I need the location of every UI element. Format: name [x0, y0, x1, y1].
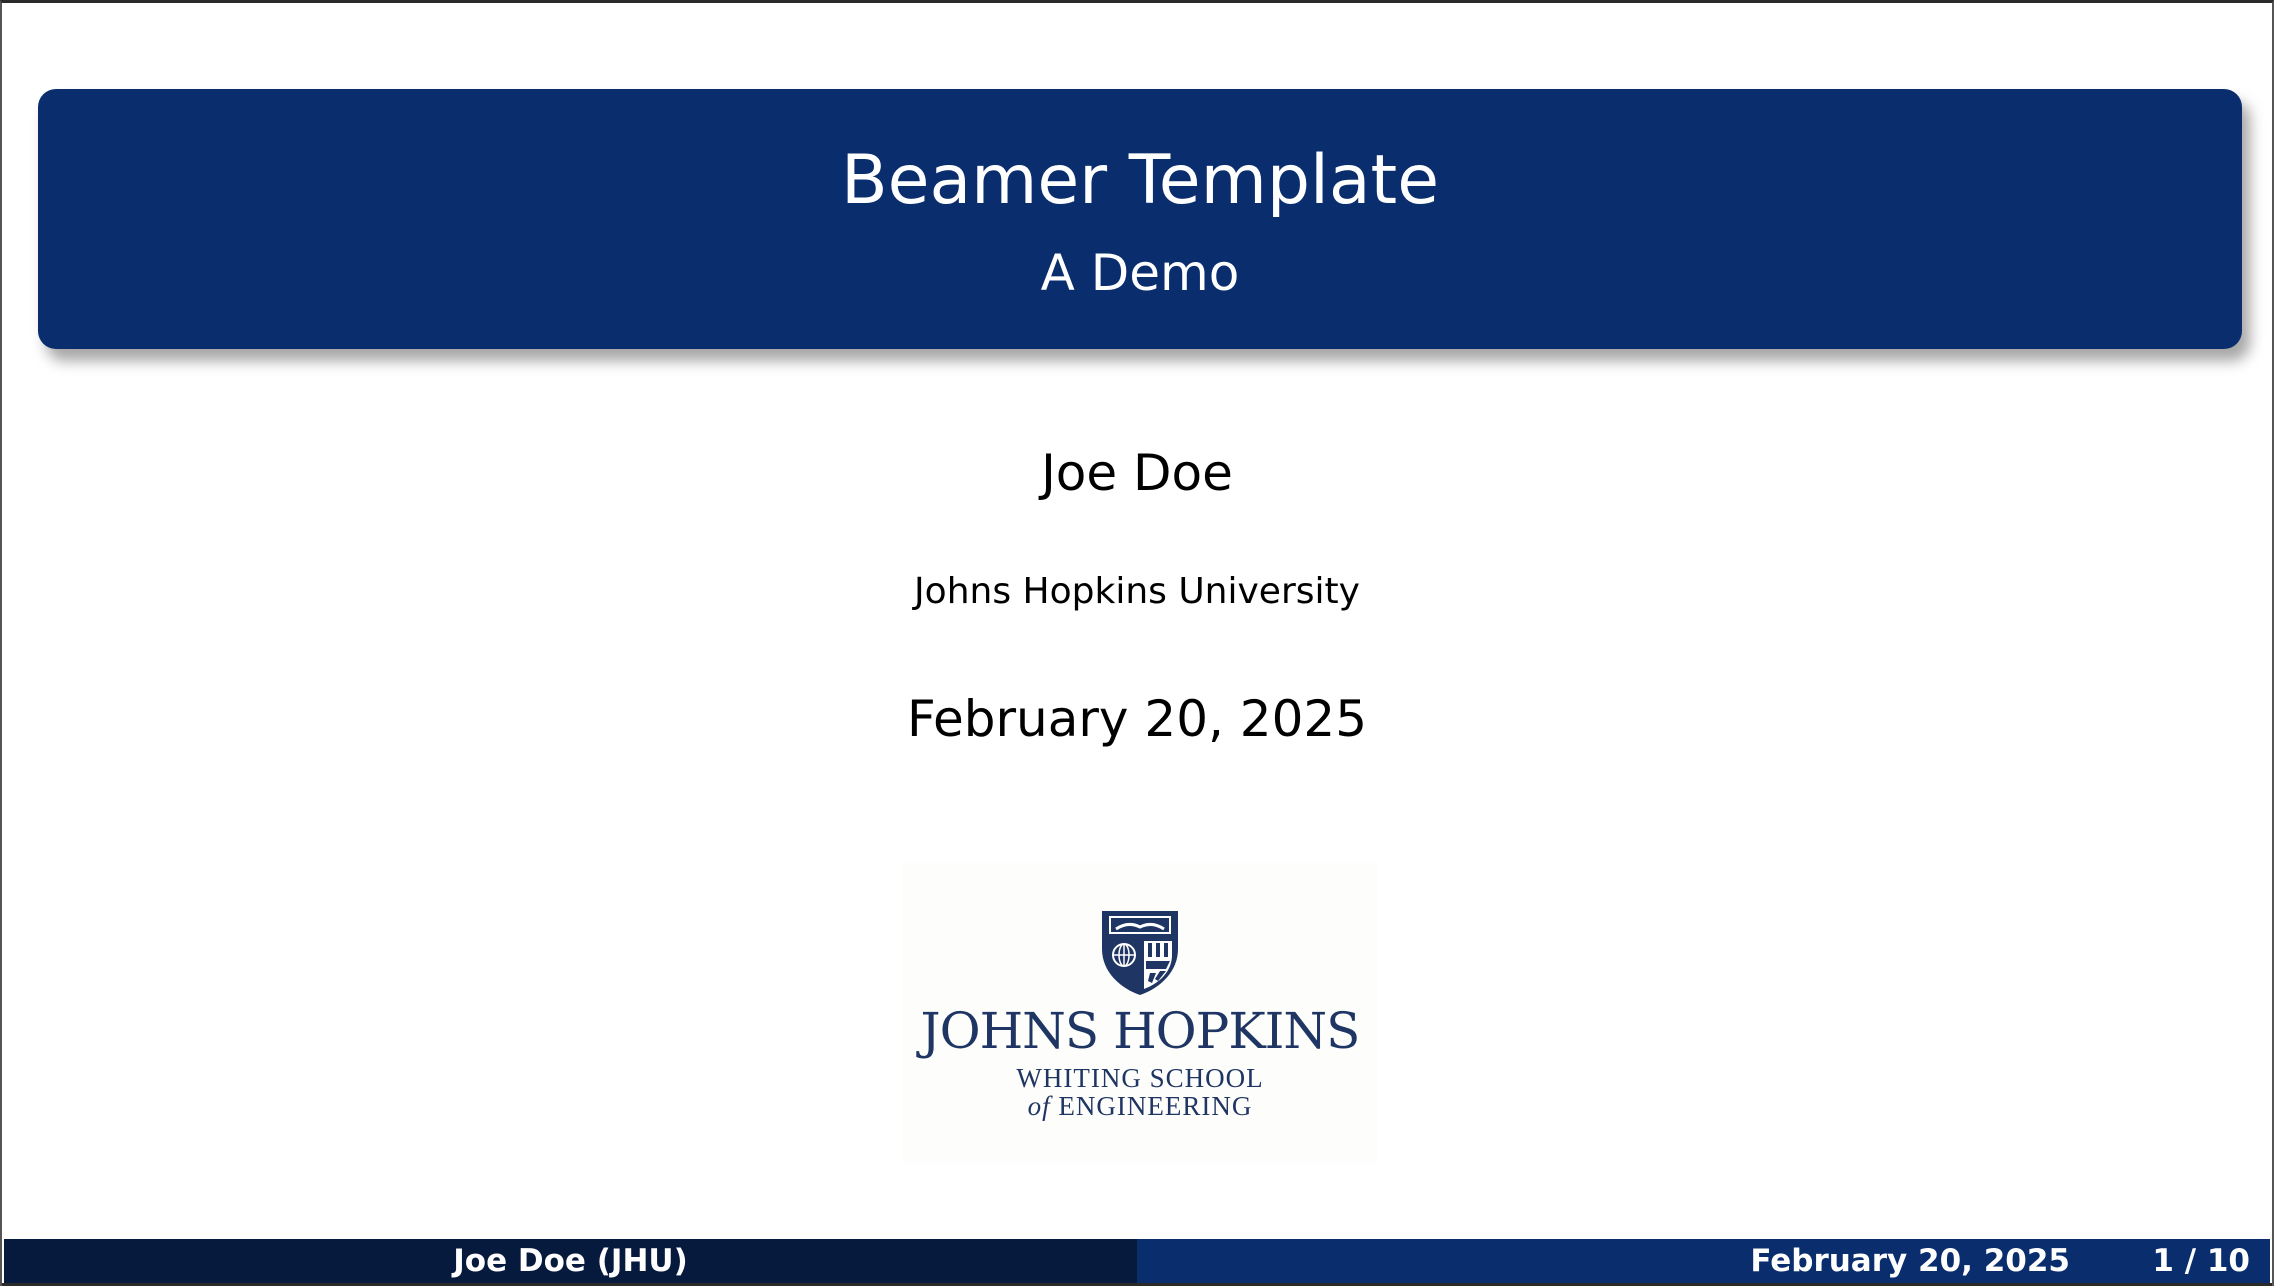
slide-title: Beamer Template — [840, 141, 1440, 220]
logo-engineering: ENGINEERING — [1058, 1091, 1253, 1121]
footer-author: Joe Doe (JHU) — [4, 1239, 1137, 1283]
footer-bar — [4, 1239, 2270, 1283]
author-name: Joe Doe — [1041, 444, 1233, 502]
logo-of: of — [1027, 1091, 1051, 1121]
footer-date: February 20, 2025 — [1750, 1243, 2070, 1279]
logo-school-line1: WHITING SCHOOL — [1016, 1063, 1264, 1093]
footer-right — [1137, 1239, 2270, 1283]
shield-icon — [1100, 909, 1180, 997]
logo-school-line2 — [902, 1091, 1378, 1121]
logo-wordmark: JOHNS HOPKINS — [920, 1002, 1360, 1060]
jhu-logo — [902, 863, 1378, 1163]
title-block — [38, 89, 2242, 349]
slide-subtitle: A Demo — [1040, 244, 1240, 302]
presentation-date: February 20, 2025 — [906, 690, 1368, 748]
page-number: 1 / 10 — [2152, 1243, 2250, 1279]
institute: Johns Hopkins University — [914, 571, 1360, 612]
